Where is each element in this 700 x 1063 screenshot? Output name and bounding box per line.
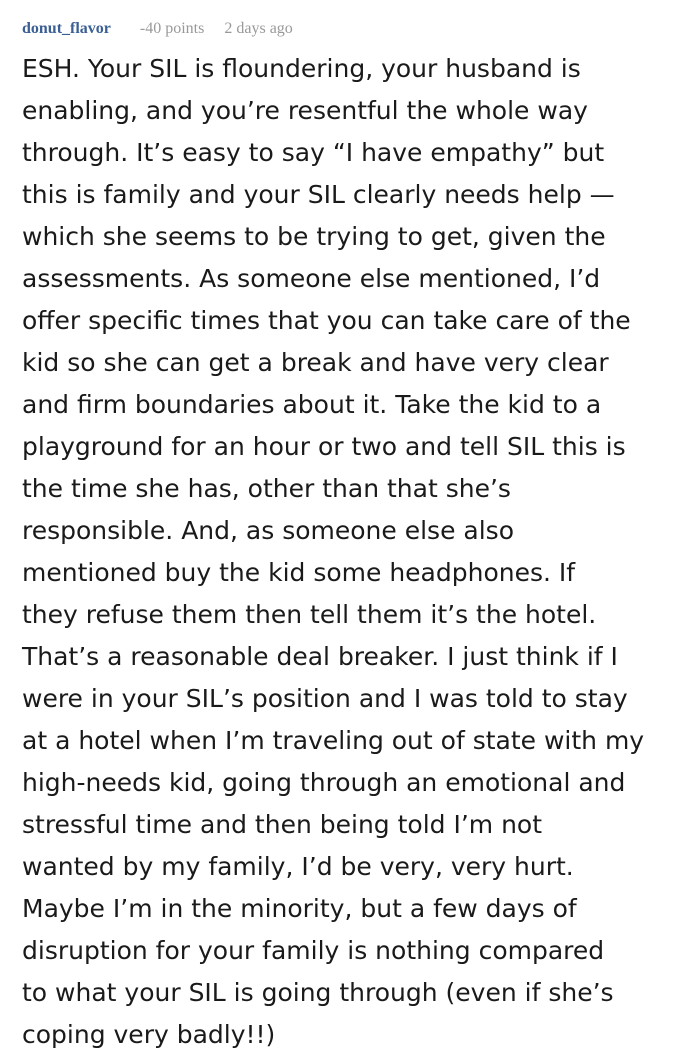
comment-body (22, 48, 682, 1056)
comment-line: mentioned buy the kid some headphones. If (22, 558, 576, 587)
comment-line: coping very badly!!) (22, 1020, 276, 1049)
comment-line: at a hotel when I’m traveling out of state with my (22, 726, 645, 755)
comment-line: and firm boundaries about it. Take the kid to a (22, 390, 602, 419)
comment-line: through. It’s easy to say “I have empathy” but (22, 138, 605, 167)
comment-line: playground for an hour or two and tell SIL this is (22, 432, 626, 461)
comment-line: enabling, and you’re resentful the whole way (22, 96, 588, 125)
username-link[interactable]: donut_flavor (22, 20, 111, 37)
comment-line: high-needs kid, going through an emotional and (22, 768, 626, 797)
comment-line: disruption for your family is nothing compared (22, 936, 605, 965)
comment-line: That’s a reasonable deal breaker. I just think if I (22, 642, 618, 671)
points-count: -40 points (139, 20, 205, 37)
comment-line: responsible. And, as someone else also (22, 516, 514, 545)
comment-timestamp[interactable]: 2 days ago (224, 20, 293, 37)
comment-line: to what your SIL is going through (even if she’s (22, 978, 614, 1007)
comment-line: ESH. Your SIL is floundering, your husband is (22, 54, 581, 83)
comment-line: stressful time and then being told I’m not (22, 810, 543, 839)
comment-line: they refuse them then tell them it’s the hotel. (22, 600, 597, 629)
comment-line: the time she has, other than that she’s (22, 474, 511, 503)
comment-line: Maybe I’m in the minority, but a few days of (22, 894, 577, 923)
comment-line: assessments. As someone else mentioned, I’d (22, 264, 601, 293)
comment-meta (22, 20, 293, 38)
comment-line: were in your SIL’s position and I was told to stay (22, 684, 628, 713)
comment-line: this is family and your SIL clearly needs help — (22, 180, 615, 209)
comment-line: kid so she can get a break and have very clear (22, 348, 609, 377)
comment-line: which she seems to be trying to get, given the (22, 222, 606, 251)
comment-line: offer specific times that you can take care of the (22, 306, 631, 335)
comment-line: wanted by my family, I’d be very, very hurt. (22, 852, 574, 881)
